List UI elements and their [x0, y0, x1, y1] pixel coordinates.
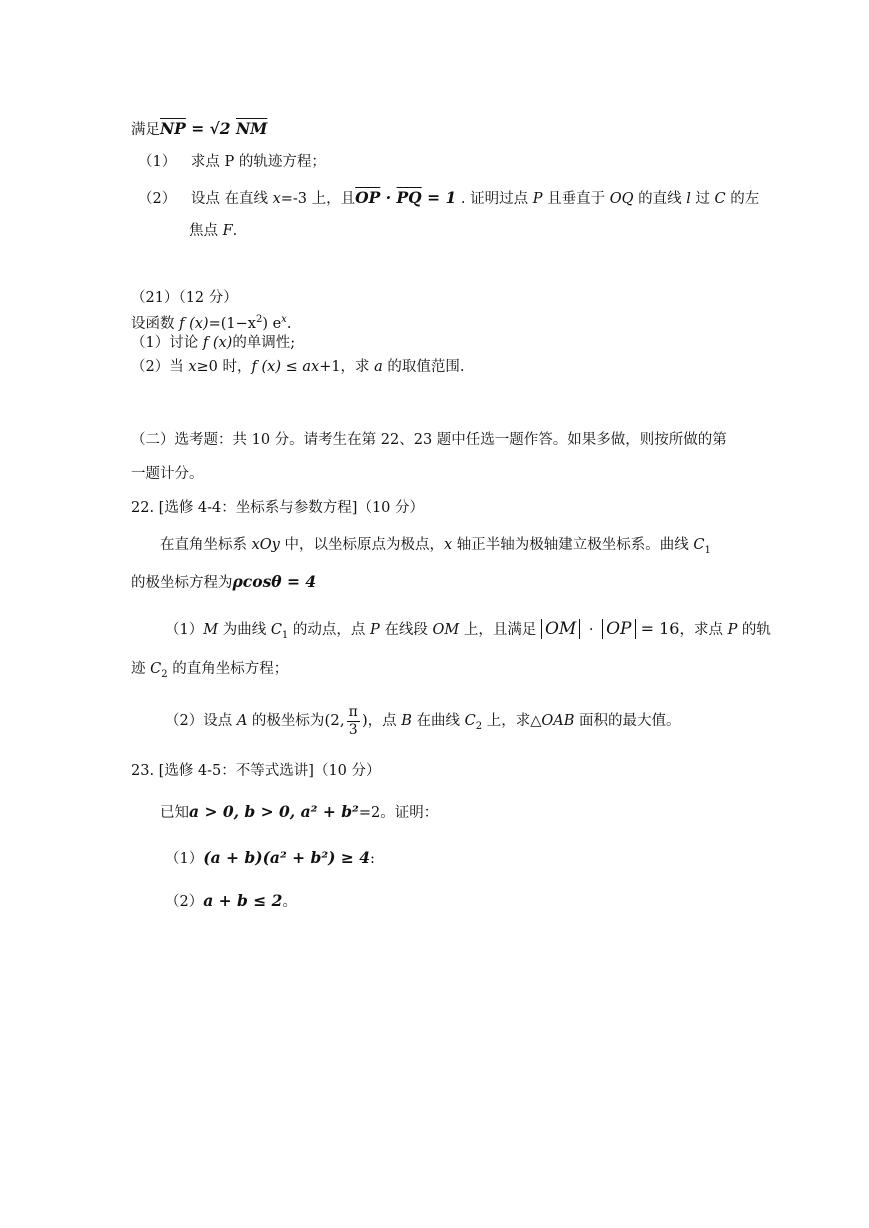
- var: OQ: [609, 191, 634, 207]
- text: ≥0 时，: [196, 359, 252, 375]
- polar-equation: ρcosθ = 4: [232, 572, 317, 591]
- q22-part1-line2: [131, 659, 288, 685]
- text: =(1−x: [208, 315, 256, 332]
- denominator: 3: [348, 721, 358, 738]
- var: A: [236, 713, 248, 729]
- var: ax: [302, 359, 320, 375]
- var: x: [443, 537, 453, 553]
- vector-op: $\overline{OP}$: [355, 188, 381, 207]
- text: 的单调性;: [232, 335, 296, 351]
- q22-body-line1: [160, 535, 711, 561]
- text: =-3 上，且: [280, 191, 356, 207]
- text: 的直角坐标方程；: [167, 661, 289, 677]
- vector-np: $\overline{NP}$: [160, 119, 186, 138]
- text: 上，求△: [482, 713, 542, 729]
- var: C: [150, 661, 162, 677]
- var: f (x): [202, 335, 233, 351]
- q22-part2: [165, 703, 681, 744]
- eq-sqrt2: = √2: [185, 119, 236, 138]
- text: 轴正半轴为极轴建立极坐标系。曲线: [452, 537, 694, 553]
- text: 在直角坐标系: [160, 537, 252, 553]
- var: F: [222, 223, 233, 239]
- q21-part1: [131, 333, 295, 353]
- part-number: （2）: [165, 894, 204, 910]
- sub: 2: [475, 720, 483, 732]
- text: 迹: [131, 661, 151, 677]
- text: ≤: [280, 359, 303, 375]
- q20-condition: [131, 119, 267, 140]
- eq: = 16: [635, 619, 680, 638]
- abs-op: OP: [602, 619, 635, 639]
- var: f (x): [179, 315, 209, 332]
- text: 的极坐标方程为: [131, 575, 233, 591]
- part-number: （1）: [138, 154, 177, 170]
- q20-part1: [138, 152, 326, 172]
- var: x: [272, 191, 281, 207]
- q21-function: [131, 310, 291, 334]
- text: 的左: [725, 191, 760, 207]
- text: 。: [282, 894, 297, 910]
- text: 焦点: [189, 223, 223, 239]
- text: . 证明过点: [456, 191, 533, 207]
- q23-part1: [165, 848, 375, 869]
- text: 设函数: [131, 315, 180, 332]
- q23-part2: [165, 891, 297, 912]
- sup: 2: [255, 314, 263, 325]
- part-number: （2）: [138, 191, 177, 207]
- text: （1）: [165, 622, 204, 638]
- var: a: [374, 359, 383, 375]
- var: B: [401, 713, 412, 729]
- eq: = 1: [421, 188, 457, 207]
- q23-given: [160, 802, 438, 823]
- text: ，点: [367, 713, 402, 729]
- var: M: [203, 622, 219, 638]
- sub: 1: [281, 629, 289, 641]
- text: 的极坐标为: [247, 713, 325, 729]
- var: l: [686, 191, 691, 207]
- q22-body-line2: [131, 572, 316, 593]
- optional-instructions-line1: （二）选考题：共 10 分。请考生在第 22、23 题中任选一题作答。如果多做，则按所做的第: [131, 432, 727, 448]
- text: 的直线: [633, 191, 687, 207]
- var: C: [270, 622, 282, 638]
- q21-part2: [131, 357, 465, 377]
- text: 的动点，点: [288, 622, 371, 638]
- text: 的取值范围.: [382, 359, 465, 375]
- text: 面积的最大值。: [574, 713, 681, 729]
- q22-part1-line1: [165, 616, 771, 649]
- part-text: 求点 P 的轨迹方程；: [190, 154, 326, 170]
- text: .: [286, 315, 292, 332]
- fraction-pi-over-3: [347, 704, 360, 739]
- q20-part2-line2: [189, 221, 237, 241]
- abs-om: OM: [541, 619, 580, 639]
- var: C: [464, 713, 476, 729]
- var: OM: [432, 622, 460, 638]
- vector-nm: $\overline{NM}$: [235, 119, 268, 138]
- optional-instructions-line2: 一题计分。: [131, 466, 204, 482]
- text: 为曲线: [218, 622, 271, 638]
- text: 在曲线: [411, 713, 465, 729]
- var: f (x): [251, 359, 281, 375]
- text: 已知: [160, 805, 189, 821]
- inequality-2: a + b ≤ 2: [203, 891, 283, 910]
- sub: 1: [704, 544, 711, 556]
- paren: (2,: [324, 711, 345, 729]
- text: 且垂直于: [542, 191, 610, 207]
- text: ) e: [262, 315, 282, 332]
- text: 在线段: [379, 622, 433, 638]
- var: P: [370, 622, 380, 638]
- vector-pq: $\overline{PQ}$: [396, 188, 422, 207]
- text: ，求点: [679, 622, 728, 638]
- part-number: （1）: [165, 851, 204, 867]
- text: 设点 在直线: [190, 191, 273, 207]
- var: xOy: [251, 537, 280, 553]
- numerator: π: [348, 703, 358, 720]
- inequality-1: (a + b)(a² + b²) ≥ 4: [203, 848, 371, 867]
- q20-part2-line1: [138, 188, 759, 209]
- var: P: [727, 622, 738, 638]
- var: C: [714, 191, 726, 207]
- var: OAB: [541, 713, 575, 729]
- sub: 2: [161, 668, 168, 680]
- sup: x: [281, 314, 287, 325]
- var: C: [693, 537, 705, 553]
- q23-header: 23. [选修 4-5：不等式选讲]（10 分）: [131, 763, 381, 779]
- var: x: [188, 359, 197, 375]
- text: 满足: [131, 122, 160, 138]
- text: .: [232, 223, 238, 239]
- q21-header: （21）（12 分）: [131, 290, 238, 306]
- var: P: [532, 191, 543, 207]
- text: （2）当: [131, 359, 189, 375]
- text: +1，求: [319, 359, 375, 375]
- paren: ): [361, 711, 368, 729]
- q22-header: 22. [选修 4-4：坐标系与参数方程]（10 分）: [131, 500, 425, 516]
- text: 上，且满足: [459, 622, 537, 638]
- dot: ·: [588, 622, 594, 638]
- dot: ·: [380, 188, 397, 207]
- text: :: [370, 851, 375, 867]
- given-condition: a > 0, b > 0, a² + b²: [189, 802, 359, 821]
- text: 的轨: [737, 622, 771, 638]
- text: （1）讨论: [131, 335, 203, 351]
- text: =2。证明：: [358, 805, 439, 821]
- text: 过: [690, 191, 715, 207]
- text: 中，以坐标原点为极点，: [279, 537, 444, 553]
- text: （2）设点: [165, 713, 237, 729]
